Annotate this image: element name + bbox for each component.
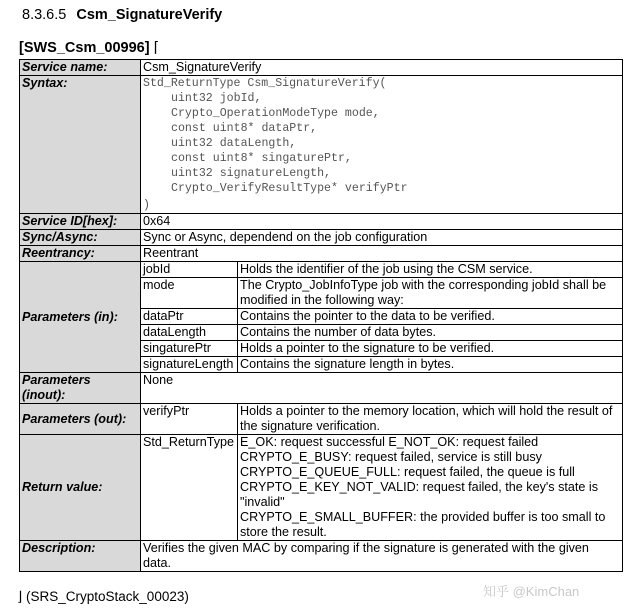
param-name: verifyPtr (141, 404, 238, 435)
value-service-id: 0x64 (141, 214, 623, 230)
syntax-line: Crypto_OperationModeType mode, (171, 107, 380, 120)
label-service-name: Service name: (20, 60, 141, 76)
value-reentrancy: Reentrant (141, 246, 623, 262)
label-syntax: Syntax: (20, 76, 141, 214)
requirement-trace: ⌋ (SRS_CryptoStack_00023) (17, 589, 189, 604)
return-line: CRYPTO_E_SMALL_BUFFER: the provided buffer is too small to store the result. (240, 510, 606, 539)
param-desc: Contains the number of data bytes. (238, 325, 623, 341)
syntax-line: const uint8* singaturePtr, (171, 152, 352, 165)
label-description: Description: (20, 541, 141, 572)
value-description: Verifies the given MAC by comparing if the signature is generated with the given data. (141, 541, 623, 572)
return-desc (238, 435, 623, 541)
label-service-id: Service ID[hex]: (20, 214, 141, 230)
row-description (20, 541, 623, 572)
row-params-out (20, 404, 623, 435)
row-sync-async (20, 230, 623, 246)
section-number: 8.3.6.5 (22, 7, 67, 23)
row-service-name (20, 60, 623, 76)
label-params-inout-line: (inout): (22, 388, 66, 402)
syntax-line: const uint8* dataPtr, (171, 122, 318, 135)
param-name: jobId (141, 262, 238, 278)
value-params-inout: None (141, 373, 623, 404)
syntax-line: uint32 signatureLength, (171, 167, 332, 180)
param-name: singaturePtr (141, 341, 238, 357)
label-params-inout-line: Parameters (22, 373, 91, 387)
value-service-name: Csm_SignatureVerify (141, 60, 623, 76)
return-type: Std_ReturnType (141, 435, 238, 541)
label-return-value: Return value: (20, 435, 141, 541)
section-title: Csm_SignatureVerify (76, 7, 223, 23)
value-syntax (141, 76, 623, 214)
param-name: signatureLength (141, 357, 238, 373)
row-return-value (20, 435, 623, 541)
param-name: mode (141, 278, 238, 309)
syntax-line: uint32 jobId, (171, 92, 262, 105)
requirement-tag (19, 40, 159, 56)
param-desc: Holds a pointer to the memory location, which will hold the result of the signature verification. (238, 404, 623, 435)
row-syntax (20, 76, 623, 214)
value-sync-async: Sync or Async, dependend on the job configuration (141, 230, 623, 246)
syntax-line: uint32 dataLength, (171, 137, 297, 150)
param-desc: Holds the identifier of the job using the CSM service. (238, 262, 623, 278)
watermark: 知乎 @KimChan (483, 584, 580, 599)
label-params-in: Parameters (in): (20, 262, 141, 373)
param-name: dataLength (141, 325, 238, 341)
return-line: E_OK: request successful E_NOT_OK: request failed (240, 435, 539, 449)
section-heading (22, 7, 222, 23)
row-param-in (20, 262, 623, 278)
param-desc: Contains the pointer to the data to be verified. (238, 309, 623, 325)
return-line: CRYPTO_E_BUSY: request failed, service is still busy (240, 450, 542, 464)
requirement-id: [SWS_Csm_00996] (19, 40, 150, 56)
param-desc: The Crypto_JobInfoType job with the corresponding jobId shall be modified in the following way: (238, 278, 623, 309)
syntax-line: ) (143, 199, 150, 212)
return-line: CRYPTO_E_QUEUE_FULL: request failed, the queue is full (240, 465, 575, 479)
param-name: dataPtr (141, 309, 238, 325)
param-desc: Holds a pointer to the signature to be verified. (238, 341, 623, 357)
api-spec-table (19, 59, 623, 572)
param-desc: Contains the signature length in bytes. (238, 357, 623, 373)
row-service-id (20, 214, 623, 230)
row-reentrancy (20, 246, 623, 262)
label-sync-async: Sync/Async: (20, 230, 141, 246)
label-params-out: Parameters (out): (20, 404, 141, 435)
requirement-open-bracket: ⌈ (153, 40, 160, 56)
syntax-line: Crypto_VerifyResultType* verifyPtr (171, 182, 408, 195)
row-params-inout (20, 373, 623, 404)
return-line: CRYPTO_E_KEY_NOT_VALID: request failed, the key's state is "invalid" (240, 480, 598, 509)
label-params-inout (20, 373, 141, 404)
label-reentrancy: Reentrancy: (20, 246, 141, 262)
syntax-line: Std_ReturnType Csm_SignatureVerify( (143, 77, 387, 90)
